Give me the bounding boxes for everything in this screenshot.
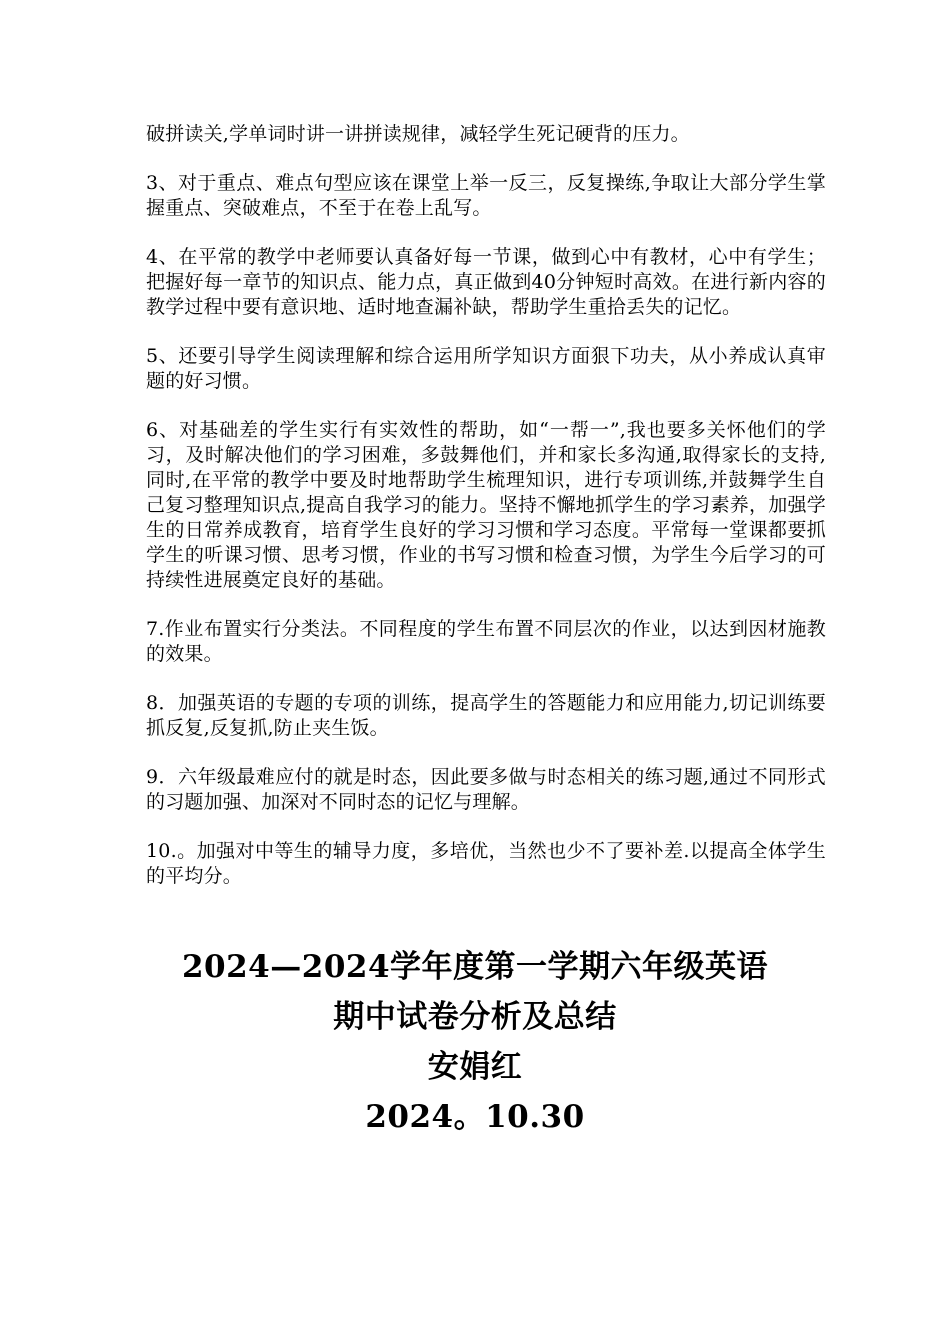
paragraph-6-weak-students: 6、对基础差的学生实行有实效性的帮助，如“一帮一”,我也要多关怀他们的学习，及时解决他们的学习困难，多鼓舞他们，并和家长多沟通,取得家长的支持,同时,在平常的教学中要及时地帮助学生梳理知识，进行专项训练,并鼓舞学生自己复习整理知识点,提高自我学习的能力。坚持不懈地抓学生的学习素养，加强学生的日常养成教育，培育学生良好的学习习惯和学习态度。平常每一堂课都要抓学生的听课习惯、思考习惯，作业的书写习惯和检查习惯，为学生今后学习的可持续性进展奠定良好的基础。 xyxy=(146,419,826,591)
body-text xyxy=(146,122,826,889)
document-subtitle: 期中试卷分析及总结 xyxy=(333,999,617,1035)
document-date: 2024。10.30 xyxy=(365,1099,585,1135)
paragraph-4-lesson-prep: 4、在平常的教学中老师要认真备好每一节课，做到心中有教材，心中有学生；把握好每一章节的知识点、能力点，真正做到40分钟短时高效。在进行新内容的教学过程中要有意识地、适时地查漏补缺，帮助学生重拾丢失的记忆。 xyxy=(146,246,826,318)
document-title: 2024—2024学年度第一学期六年级英语 xyxy=(181,949,769,985)
paragraph-10-middle-students: 10.。加强对中等生的辅导力度，多培优，当然也少不了要补差.以提高全体学生的平均分。 xyxy=(146,840,826,887)
paragraph-reading-rules: 破拼读关,学单词时讲一讲拼读规律，减轻学生死记硬背的压力。 xyxy=(146,123,690,145)
paragraph-9-tenses: 9．六年级最难应付的就是时态，因此要多做与时态相关的练习题,通过不同形式的习题加强、加深对不同时态的记忆与理解。 xyxy=(146,766,826,813)
paragraph-8-training: 8．加强英语的专题的专项的训练，提高学生的答题能力和应用能力,切记训练要抓反复,反复抓,防止夹生饭。 xyxy=(146,692,826,739)
title-block xyxy=(0,942,950,1142)
author-name: 安娟红 xyxy=(427,1049,523,1085)
paragraph-5-reading-comprehension: 5、还要引导学生阅读理解和综合运用所学知识方面狠下功夫，从小养成认真审题的好习惯。 xyxy=(146,345,826,392)
paragraph-7-homework: 7.作业布置实行分类法。不同程度的学生布置不同层次的作业，以达到因材施教的效果。 xyxy=(146,618,826,665)
paragraph-3-key-sentences: 3、对于重点、难点句型应该在课堂上举一反三，反复操练,争取让大部分学生掌握重点、突破难点，不至于在卷上乱写。 xyxy=(146,172,826,219)
